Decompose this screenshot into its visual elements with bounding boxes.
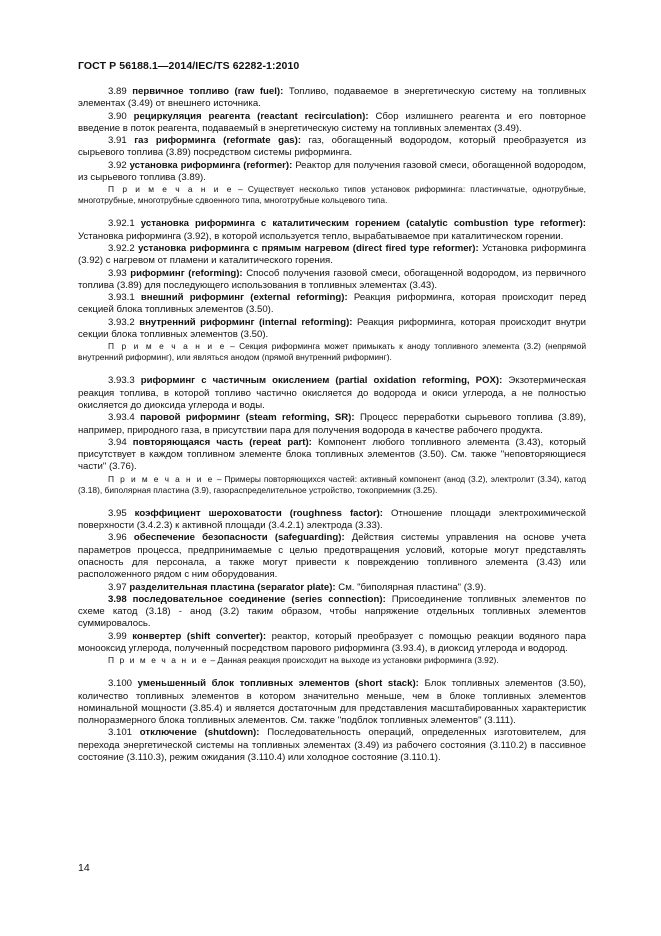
entry-3-93-1 bbox=[78, 292, 586, 317]
note-label: П р и м е ч а н и е bbox=[108, 473, 214, 484]
note-label: П р и м е ч а н и е bbox=[108, 341, 226, 352]
entry-3-92-2 bbox=[78, 243, 586, 268]
entry-number: 3.90 bbox=[108, 110, 127, 122]
entry-number: 3.91 bbox=[108, 135, 127, 147]
entry-term: риформинг (reforming): bbox=[130, 267, 243, 279]
entry-3-89 bbox=[78, 86, 586, 111]
entry-3-96 bbox=[78, 532, 586, 581]
entry-number: 3.97 bbox=[108, 581, 127, 593]
entry-text: газ, обогащенный водородом, который преобразуется из сырьевого топлива (3.89) посредством системы риформинга. bbox=[78, 135, 586, 159]
entry-term: первичное топливо (raw fuel): bbox=[132, 86, 284, 97]
entry-text: Установка риформинга (3.92) с нагревом от пламени и каталитического горения. bbox=[78, 242, 586, 267]
note-text: – Секция риформинга может примыкать к аноду топливного элемента (3.2) (непрямой внутренний риформинг), или являться анодом (прямой внутренний риформинг). bbox=[78, 341, 586, 363]
note bbox=[78, 341, 586, 363]
entry-number: 3.96 bbox=[108, 532, 127, 544]
entry-text: Сбор излишнего реагента и его повторное введение в поток реагента, подаваемый в энергетическую систему на топливных элементах (3.49). bbox=[78, 110, 586, 134]
entry-term: паровой риформинг (steam reforming, SR): bbox=[140, 412, 355, 424]
entry-number: 3.89 bbox=[108, 86, 127, 97]
entry-number: 3.92.1 bbox=[108, 218, 135, 230]
entry-term: обеспечение безопасности (safeguarding): bbox=[133, 532, 345, 544]
entry-number: 3.94 bbox=[108, 436, 127, 448]
note-text: – Существует несколько типов установок риформинга: пластинчатые, однотрубные, многотрубные, многотрубные сдвоенного типа, многотрубные кольцевого типа. bbox=[78, 184, 587, 206]
document-body bbox=[78, 86, 586, 764]
entry-3-90 bbox=[78, 111, 586, 136]
entry-number: 3.95 bbox=[108, 507, 127, 519]
entry-term: отключение (shutdown): bbox=[139, 727, 260, 739]
note-label: П р и м е ч а н и е bbox=[108, 184, 234, 195]
entry-term: повторяющаяся часть (repeat part): bbox=[132, 436, 312, 448]
entry-number: 3.92 bbox=[108, 159, 127, 171]
entry-term: установка риформинга (reformer): bbox=[129, 159, 293, 171]
page-number: 14 bbox=[78, 862, 90, 874]
entry-number: 3.99 bbox=[108, 630, 127, 642]
entry-term: установка риформинга с прямым нагревом (direct fired type reformer): bbox=[138, 242, 479, 254]
entry-text: Процесс переработки сырьевого топлива (3.89), например, природного газа, в присутствии пара для получения водорода в качестве рабочего продукта. bbox=[78, 412, 587, 436]
entry-3-93-3 bbox=[78, 375, 586, 412]
entry-text: Реакция риформинга, которая происходит перед секцией блока топливных элементов (3.50). bbox=[78, 292, 586, 316]
entry-3-93-4 bbox=[78, 412, 586, 437]
entry-text: Последовательность операций, определенных изготовителем, для перехода энергетической системы на топливных элементах (3.49) из рабочего состояния (3.110.2) в пассивное состояние (3.110.3), режим ожидания (3.110.4) или холодное состояние (3.110.1). bbox=[78, 727, 586, 764]
entry-3-92-1 bbox=[78, 218, 586, 243]
entry-number: 3.93 bbox=[108, 267, 127, 279]
entry-term: рециркуляция реагента (reactant recirculation): bbox=[133, 110, 369, 122]
entry-text: Установка риформинга (3.92), в которой используется тепло, вырабатываемое при каталитическом горении. bbox=[78, 230, 564, 242]
entry-text: Топливо, подаваемое в энергетическую систему на топливных элементах (3.49) от внешнего источника. bbox=[78, 86, 586, 110]
entry-number: 3.101 bbox=[108, 727, 133, 739]
entry-3-93-2 bbox=[78, 317, 586, 342]
entry-number: 3.93.4 bbox=[108, 412, 135, 424]
entry-text: Блок топливных элементов (3.50), количество топливных элементов в котором значительно меньше, чем в блоке топливных элементов номинальной мощности (3.85.4) и является достаточным для представления масштабированных характеристик полноразмерного блока топливных элементов. См. также "подблок топливных элементов" (3.111). bbox=[78, 678, 586, 727]
entry-3-97 bbox=[78, 582, 586, 594]
entry-text: Отношение площади электрохимической поверхности (3.4.2.3) к активной площади (3.4.2.1) электрода (3.33). bbox=[78, 507, 587, 532]
note bbox=[78, 474, 586, 496]
entry-text: Присоединение топливных элементов по схеме катод (3.18) - анод (3.2) таким образом, чтобы напряжение отдельных топливных элементов суммировалось. bbox=[78, 593, 586, 630]
entry-term: конвертер (shift converter): bbox=[132, 630, 267, 642]
entry-number: 3.92.2 bbox=[108, 242, 135, 254]
entry-term: риформинг с частичным окислением (partial oxidation reforming, POX): bbox=[140, 375, 503, 387]
note-label: П р и м е ч а н и е bbox=[108, 655, 209, 666]
entry-term: коэффициент шероховатости (roughness factor): bbox=[134, 507, 384, 519]
entry-3-98 bbox=[78, 594, 586, 631]
entry-term: газ риформинга (reformate gas): bbox=[134, 135, 302, 147]
entry-number: 3.93.1 bbox=[108, 292, 135, 304]
entry-text: Компонент любого топливного элемента (3.43), который присутствует в каждом топливном элементе блока топливных элементов (3.50). См. также "неповторяющиеся части" (3.76). bbox=[78, 436, 586, 473]
entry-text: Реактор для получения газовой смеси, обогащенной водородом, из сырьевого топлива (3.89). bbox=[78, 159, 586, 184]
entry-3-100 bbox=[78, 678, 586, 727]
entry-3-91 bbox=[78, 135, 586, 160]
entry-term: последовательное соединение (series connection): bbox=[132, 593, 386, 605]
entry-text: Экзотермическая реакция топлива, в которой топливо частично окисляется до водорода и окиси углерода, а не полностью окисляется до диоксида углерода и воды. bbox=[78, 375, 586, 411]
document-header: ГОСТ Р 56188.1—2014/IEC/TS 62282-1:2010 bbox=[78, 60, 300, 72]
entry-term: уменьшенный блок топливных элементов (short stack): bbox=[137, 678, 419, 690]
entry-3-94 bbox=[78, 437, 586, 474]
entry-term: внешний риформинг (external reforming): bbox=[140, 292, 348, 304]
entry-text: Способ получения газовой смеси, обогащенной водородом, из первичного топлива (3.89) для последующего использования в топливных элементах (3.43). bbox=[78, 267, 587, 291]
entry-term: внутренний риформинг (internal reforming): bbox=[139, 316, 353, 328]
entry-3-92 bbox=[78, 160, 586, 185]
note-text: – Данная реакция происходит на выходе из установки риформинга (3.92). bbox=[210, 655, 499, 666]
entry-text: Реакция риформинга, которая происходит внутри секции блока топливных элементов (3.50). bbox=[78, 316, 587, 341]
entry-text: Действия системы управления на основе учета параметров процесса, предпринимаемые с целью предотвращения условий, которые могут представлять опасность для персонала, а также могут привести к повреждению топливного элемента (3.43) или расположенного рядом с ним оборудования. bbox=[78, 532, 587, 581]
entry-number: 3.93.3 bbox=[108, 375, 135, 387]
entry-term: разделительная пластина (separator plate): bbox=[129, 581, 336, 593]
entry-number: 3.98 bbox=[108, 593, 127, 605]
entry-3-99 bbox=[78, 631, 586, 656]
note bbox=[78, 184, 586, 206]
entry-text: См. "биполярная пластина" (3.9). bbox=[338, 581, 487, 593]
note bbox=[78, 655, 586, 666]
entry-3-101 bbox=[78, 727, 586, 764]
entry-number: 3.100 bbox=[108, 678, 133, 690]
entry-3-93 bbox=[78, 268, 586, 293]
note-text: – Примеры повторяющихся частей: активный компонент (анод (3.2), электролит (3.34), катод (3.18), биполярная пластина (3.9), газораспределительное устройство, токоприемник (3.25). bbox=[78, 473, 586, 495]
entry-3-95 bbox=[78, 508, 586, 533]
entry-number: 3.93.2 bbox=[108, 316, 135, 328]
entry-text: реактор, который преобразует с помощью реакции водяного пара монооксид углерода, полученный посредством парового риформинга (3.93.4), в диоксид углерода и водород. bbox=[78, 630, 586, 654]
entry-term: установка риформинга с каталитическим горением (catalytic combustion type reformer): bbox=[140, 218, 586, 230]
